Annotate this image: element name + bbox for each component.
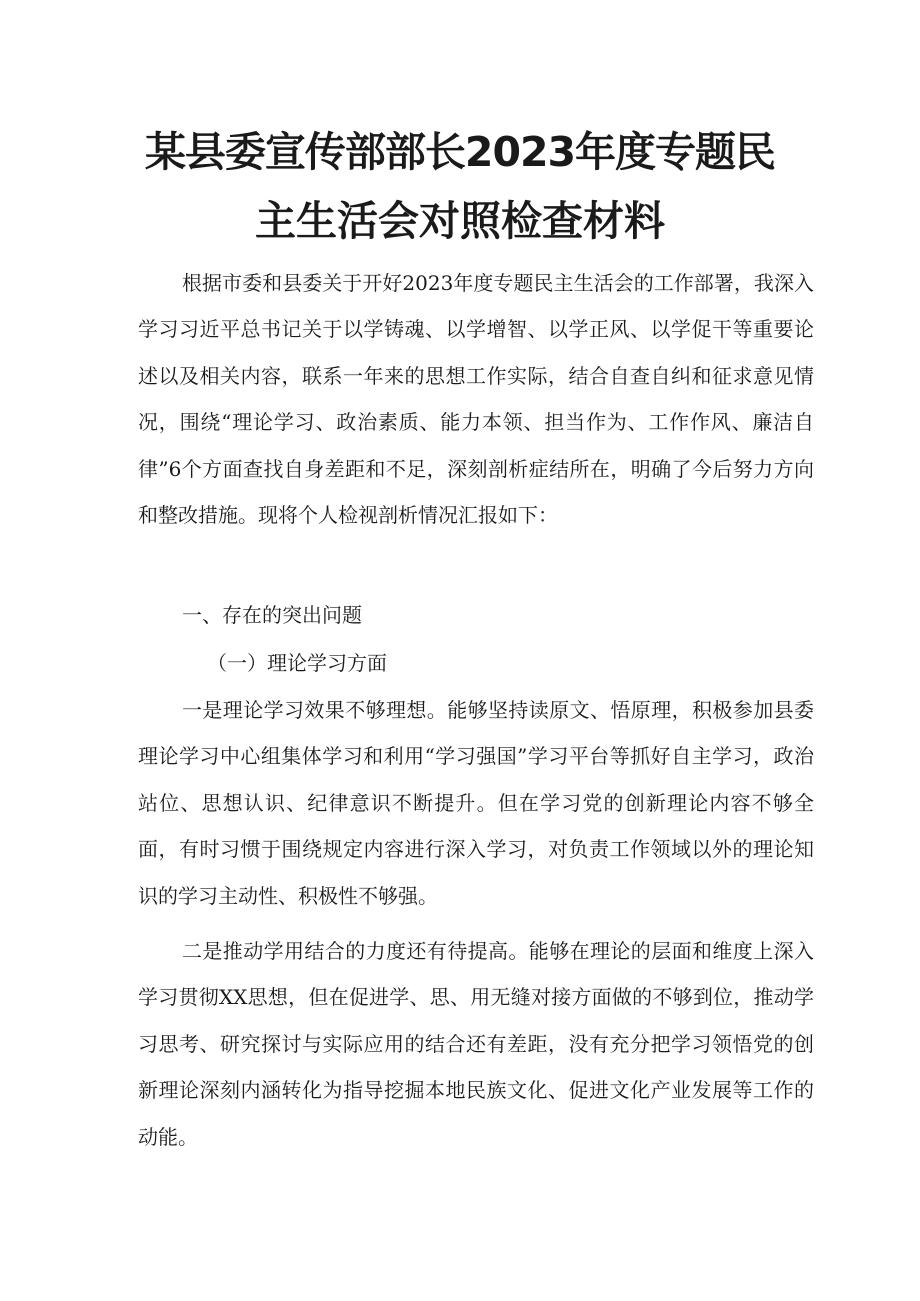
intro-paragraph: 根据市委和县委关于开好2023年度专题民主生活会的工作部署，我深入学习习近平总书记关于以学铸魂、以学增智、以学正风、以学促干等重要论述以及相关内容，联系一年来的思想工作实际，结合自查自纠和征求意见情况，围绕“理论学习、政治素质、能力本领、担当作为、工作作风、廉洁自律”6个方面查找自身差距和不足，深刻剖析症结所在，明确了今后努力方向和整改措施。现将个人检视剖析情况汇报如下：	[138, 271, 814, 528]
section-heading-problems: 一、存在的突出问题	[182, 603, 362, 627]
document-title-line-2: 主生活会对照检查材料	[255, 197, 665, 245]
point-paragraph-1: 一是理论学习效果不够理想。能够坚持读原文、悟原理，积极参加县委理论学习中心组集体学习和利用“学习强国”学习平台等抓好自主学习，政治站位、思想认识、纪律意识不断提升。但在学习党的创新理论内容不够全面，有时习惯于围绕规定内容进行深入学习，对负责工作领域以外的理论知识的学习主动性、积极性不够强。	[138, 698, 814, 908]
point-paragraph-2: 二是推动学用结合的力度还有待提高。能够在理论的层面和维度上深入学习贯彻XX思想，但在促进学、思、用无缝对接方面做的不够到位，推动学习思考、研究探讨与实际应用的结合还有差距，没有充分把学习领悟党的创新理论深刻内涵转化为指导挖掘本地民族文化、促进文化产业发展等工作的动能。	[138, 939, 814, 1149]
document-title-line-1: 某县委宣传部部长2023年度专题民	[144, 128, 776, 176]
subsection-heading-theory-study: （一）理论学习方面	[207, 651, 387, 675]
